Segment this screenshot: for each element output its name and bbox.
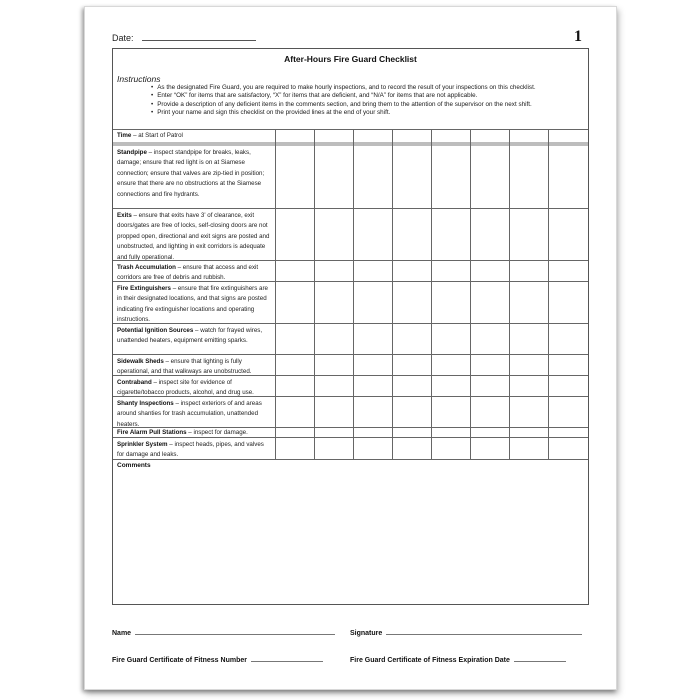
checklist-page	[84, 6, 617, 690]
date-label: Date:	[112, 33, 134, 43]
name-field	[112, 628, 335, 637]
cert-number-input-line[interactable]	[251, 655, 323, 662]
item-label: Sprinkler System – inspect heads, pipes, and valves for damage and leaks.	[117, 441, 264, 459]
item-label: Fire Extinguishers – ensure that fire extinguishers are in their designated locations, and that signs are posted indicating fire extinguisher locations and operating instructions.	[117, 285, 268, 324]
signature-input-line[interactable]	[386, 628, 582, 635]
item-label: Contraband – inspect site for evidence of cigarette/tobacco products, alcohol, and drug use.	[117, 379, 254, 397]
checklist-row-trash	[113, 260, 588, 282]
instruction-item: • Enter “OK” for items that are satisfactory, “X” for items that are deficient, and “N/A” for items that are not applicable.	[151, 92, 536, 100]
checklist-frame	[112, 48, 589, 605]
instructions-heading: Instructions	[117, 74, 161, 84]
checklist-row-ignition	[113, 323, 588, 355]
signature-field	[350, 628, 582, 637]
checklist-row-extinguishers	[113, 281, 588, 324]
comments-label: Comments	[117, 462, 151, 469]
instruction-item: • As the designated Fire Guard, you are required to make hourly inspections, and to record the result of your inspections on this checklist.	[151, 84, 536, 92]
signature-label: Signature	[350, 630, 383, 637]
instruction-item: • Provide a description of any deficient items in the comments section, and bring them to the attention of the supervisor on the next shift.	[151, 101, 536, 109]
item-label: Fire Alarm Pull Stations – inspect for damage.	[117, 429, 248, 436]
name-input-line[interactable]	[135, 628, 335, 635]
item-label: Potential Ignition Sources – watch for frayed wires, unattended heaters, equipment emitting sparks.	[117, 327, 263, 345]
date-input-line[interactable]	[142, 32, 256, 41]
time-row-label: Time – at Start of Patrol	[117, 132, 183, 139]
time-row	[113, 129, 588, 142]
checklist-row-standpipe	[113, 142, 588, 208]
cert-expiration-input-line[interactable]	[514, 655, 566, 662]
item-label: Sidewalk Sheds – ensure that lighting is fully operational, and that walkways are unobstructed.	[117, 358, 252, 376]
cert-expiration-field	[350, 655, 566, 664]
item-label: Standpipe – inspect standpipe for breaks, leaks, damage; ensure that red light is on at Siamese connection; ensure that valves are zip-tied in position; ensure that there are no obstructions at the Siamese connections and fire hydrants.	[117, 149, 265, 198]
cert-number-field	[112, 655, 323, 664]
checklist-row-sprinkler	[113, 437, 588, 460]
comments-area[interactable]	[113, 459, 588, 604]
item-label: Exits – ensure that exits have 3' of clearance, exit doors/gates are free of locks, self-closing doors are not propped open, directional and exit signs are posted and unobstructed, and lighting in exit corridors is adequate and fully operational.	[117, 212, 270, 261]
form-title: After-Hours Fire Guard Checklist	[284, 54, 417, 64]
item-label: Shanty Inspections – inspect exteriors of and areas around shanties for trash accumulation, unattended heaters.	[117, 400, 262, 428]
checklist-row-contraband	[113, 375, 588, 397]
checklist-row-shanty	[113, 396, 588, 428]
page-number: 1	[574, 28, 582, 45]
cert-number-label: Fire Guard Certificate of Fitness Number	[112, 657, 247, 664]
item-label: Trash Accumulation – ensure that access and exit corridors are free of debris and rubbish.	[117, 264, 259, 282]
cert-expiration-label: Fire Guard Certificate of Fitness Expiration Date	[350, 657, 510, 664]
instructions-list	[151, 84, 536, 117]
checklist-row-exits	[113, 208, 588, 261]
date-field	[112, 32, 256, 43]
checklist-row-sidewalk-sheds	[113, 354, 588, 376]
name-label: Name	[112, 630, 132, 637]
instruction-item: • Print your name and sign this checklist on the provided lines at the end of your shift.	[151, 109, 536, 117]
